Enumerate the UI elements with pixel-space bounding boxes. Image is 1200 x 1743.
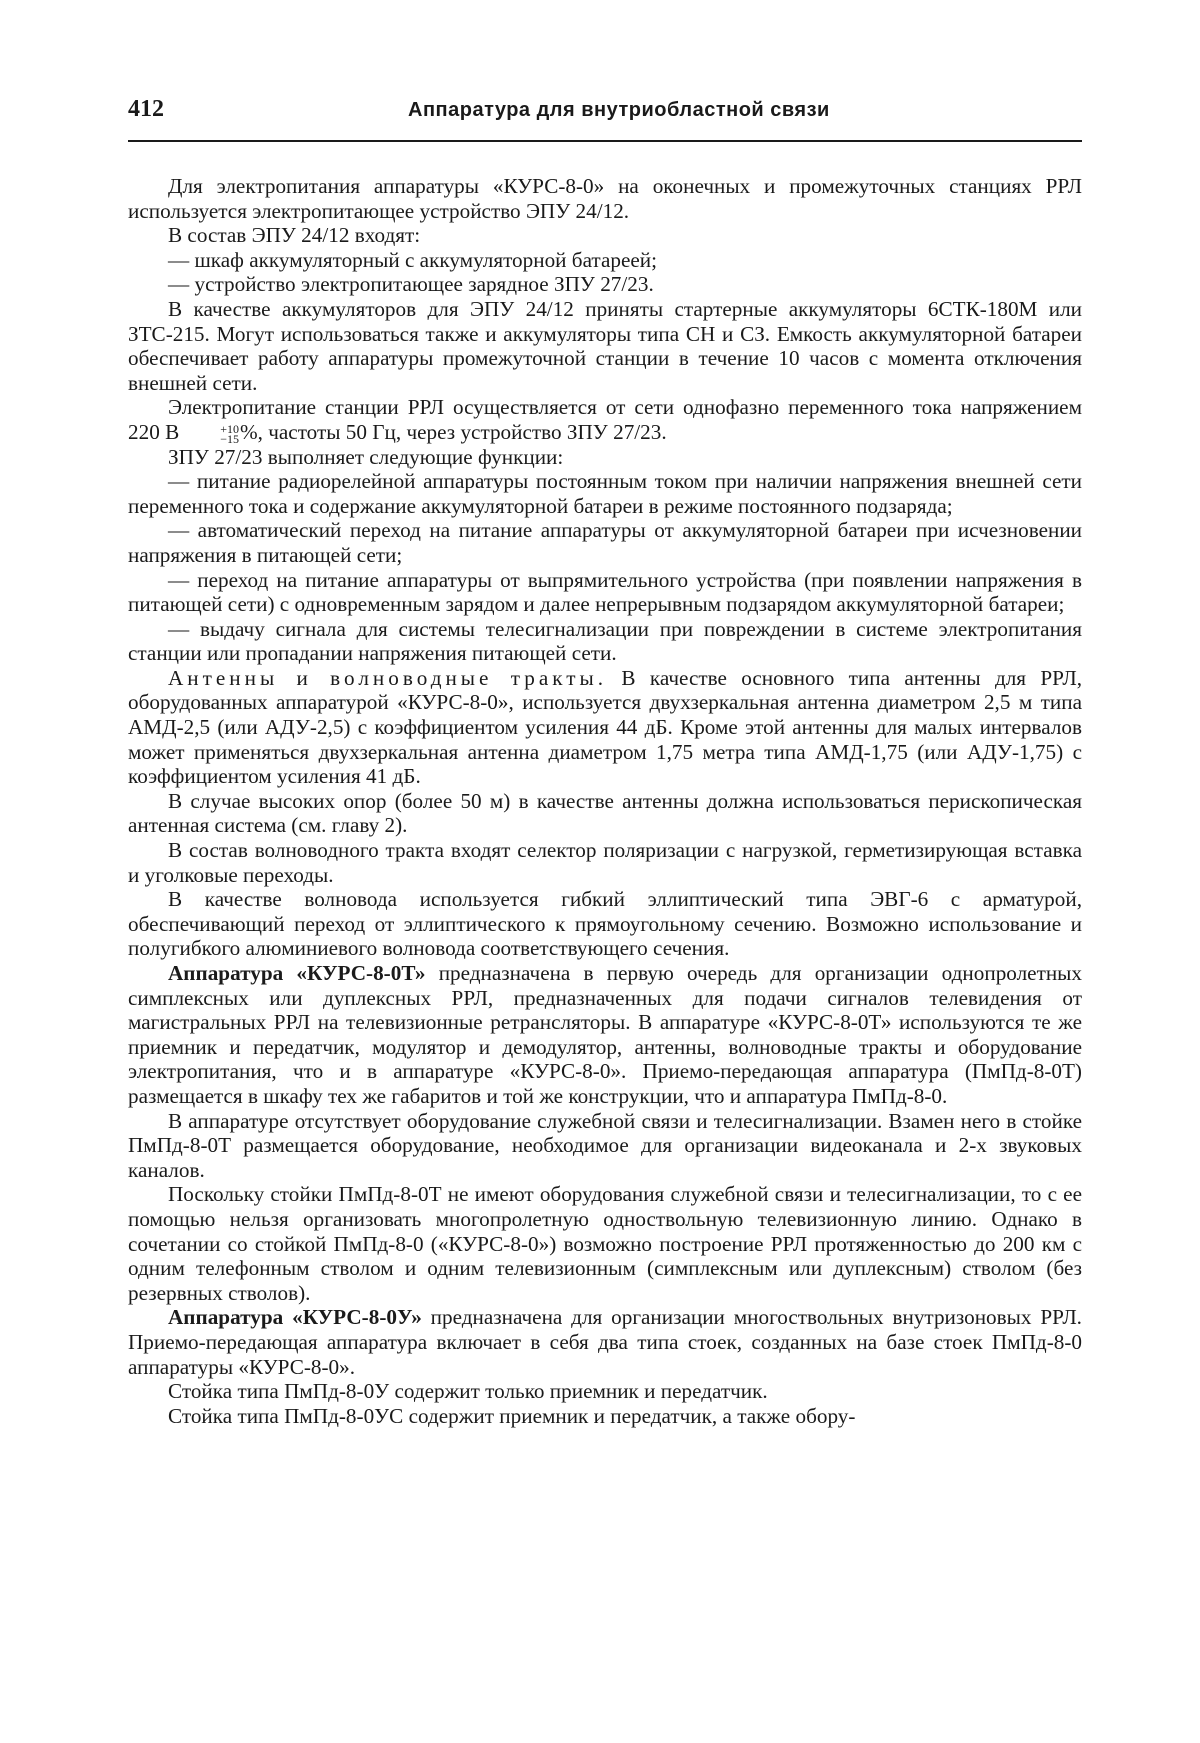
tolerance-lower: −15 [220, 432, 239, 447]
voltage-text-before: Электропитание станции РРЛ осуществляется от сети однофазно переменного тока напряжением 220 В [128, 395, 1082, 444]
voltage-tolerance [180, 422, 239, 447]
kurs-0t-paragraph [128, 961, 1082, 1109]
page-header [128, 96, 1082, 142]
list-item: — шкаф аккумуляторный с аккумуляторной батареей; [168, 247, 657, 272]
antenna-paragraph [128, 666, 1082, 789]
paragraph: ЗПУ 27/23 выполняет следующие функции: [168, 444, 564, 469]
list-item: — переход на питание аппаратуры от выпрямительного устройства (при появлении напряжения в питающей сети) с одновременным зарядом и далее непрерывным подзарядом аккумуляторной батареи; [128, 567, 1082, 617]
paragraph: Стойка типа ПмПд-8-0У содержит только приемник и передатчик. [168, 1379, 768, 1404]
kurs-0u-paragraph [128, 1305, 1082, 1379]
tolerance-upper: +10 [220, 422, 239, 437]
kurs-0t-text: предназначена в первую очередь для организации однопролетных симплексных или дуплексных РРЛ, предназначенных для подачи сигналов телевидения от магистральных РРЛ на телевизионные ретрансляторы. В аппаратуре «КУРС-8-0Т» используются те же приемник и передатчик, модулятор и демодулятор, антенны, волноводные тракты и оборудование электропитания, что и в аппаратуре «КУРС-8-0». Приемо-передающая аппаратура (ПмПд-8-0Т) размещается в шкафу тех же габаритов и той же конструкции, что и аппаратура ПмПд-8-0. [128, 961, 1082, 1108]
running-title: Аппаратура для внутриобластной связи [408, 99, 830, 121]
paragraph: Для электропитания аппаратуры «КУРС-8-0» на оконечных и промежуточных станциях РРЛ используется электропитающее устройство ЭПУ 24/12. [128, 174, 1082, 223]
list-item: — автоматический переход на питание аппаратуры от аккумуляторной батареи при исчезновении напряжения в питающей сети; [128, 518, 1082, 567]
paragraph: В качестве аккумуляторов для ЭПУ 24/12 приняты стартерные аккумуляторы 6СТК-180М или ЗТС-215. Могут использоваться также и аккумуляторы типа СН и СЗ. Емкость аккумуляторной батареи обеспечивает работу аппаратуры промежуточной станции в течение 10 часов с момента отключения внешней сети. [128, 296, 1082, 395]
paragraph: В качестве волновода используется гибкий эллиптический типа ЭВГ-6 с арматурой, обеспечивающий переход от эллиптического к прямоугольному сечению. Возможно использование и полугибкого алюминиевого волновода соответствующего сечения. [128, 887, 1082, 961]
paragraph: Стойка типа ПмПд-8-0УС содержит приемник и передатчик, а также обору- [168, 1403, 856, 1428]
voltage-paragraph [128, 395, 1082, 447]
paragraph: Поскольку стойки ПмПд-8-0Т не имеют оборудования служебной связи и телесигнализации, то с ее помощью нельзя организовать многопролетную одноствольную телевизионную линию. Однако в сочетании со стойкой ПмПд-8-0 («КУРС-8-0») возможно построение РРЛ протяженностью до 200 км с одним телефонным стволом и одним телевизионным (симплексным или дуплексным) стволом (без резервных стволов). [128, 1182, 1082, 1305]
paragraph: В состав волноводного тракта входят селектор поляризации с нагрузкой, герметизирующая вставка и уголковые переходы. [128, 838, 1082, 887]
kurs-0u-text: предназначена для организации многоствольных внутризоновых РРЛ. Приемо-передающая аппаратура включает в себя два типа стоек, созданных на базе стоек ПмПд-8-0 аппаратуры «КУРС-8-0». [128, 1305, 1082, 1379]
list-item: — питание радиорелейной аппаратуры постоянным током при наличии напряжения внешней сети переменного тока и содержание аккумуляторной батареи в режиме постоянного подзаряда; [128, 469, 1082, 518]
paragraph: В состав ЭПУ 24/12 входят: [168, 223, 421, 248]
antenna-text: В качестве основного типа антенны для РРЛ, оборудованных аппаратурой «КУРС-8-0», используется двухзеркальная антенна диаметром 2,5 м типа АМД-2,5 (или АДУ-2,5) с коэффициентом усиления 44 дБ. Кроме этой антенны для малых интервалов может применяться двухзеркальная антенна диаметром 1,75 метра типа АМД-1,75 (или АДУ-1,75) с коэффициентом усиления 41 дБ. [128, 665, 1083, 789]
section-lead-antennas: Антенны и волноводные тракты. [168, 665, 608, 690]
body-text [128, 174, 1082, 1428]
voltage-text-after: %, частоты 50 Гц, через устройство ЗПУ 27/23. [240, 419, 667, 444]
list-item: — устройство электропитающее зарядное ЗПУ 27/23. [168, 272, 654, 297]
lead-kurs-0u: Аппаратура «КУРС-8-0У» [168, 1305, 422, 1330]
lead-kurs-0t: Аппаратура «КУРС-8-0Т» [168, 961, 426, 985]
page-number: 412 [128, 96, 164, 122]
paragraph: В случае высоких опор (более 50 м) в качестве антенны должна использоваться перископическая антенная система (см. главу 2). [128, 788, 1082, 838]
list-item: — выдачу сигнала для системы телесигнализации при повреждении в системе электропитания станции или пропадании напряжения питающей сети. [128, 616, 1082, 666]
paragraph: В аппаратуре отсутствует оборудование служебной связи и телесигнализации. Взамен него в стойке ПмПд-8-0Т размещается оборудование, необходимое для организации видеоканала и 2-х звуковых каналов. [128, 1108, 1082, 1182]
